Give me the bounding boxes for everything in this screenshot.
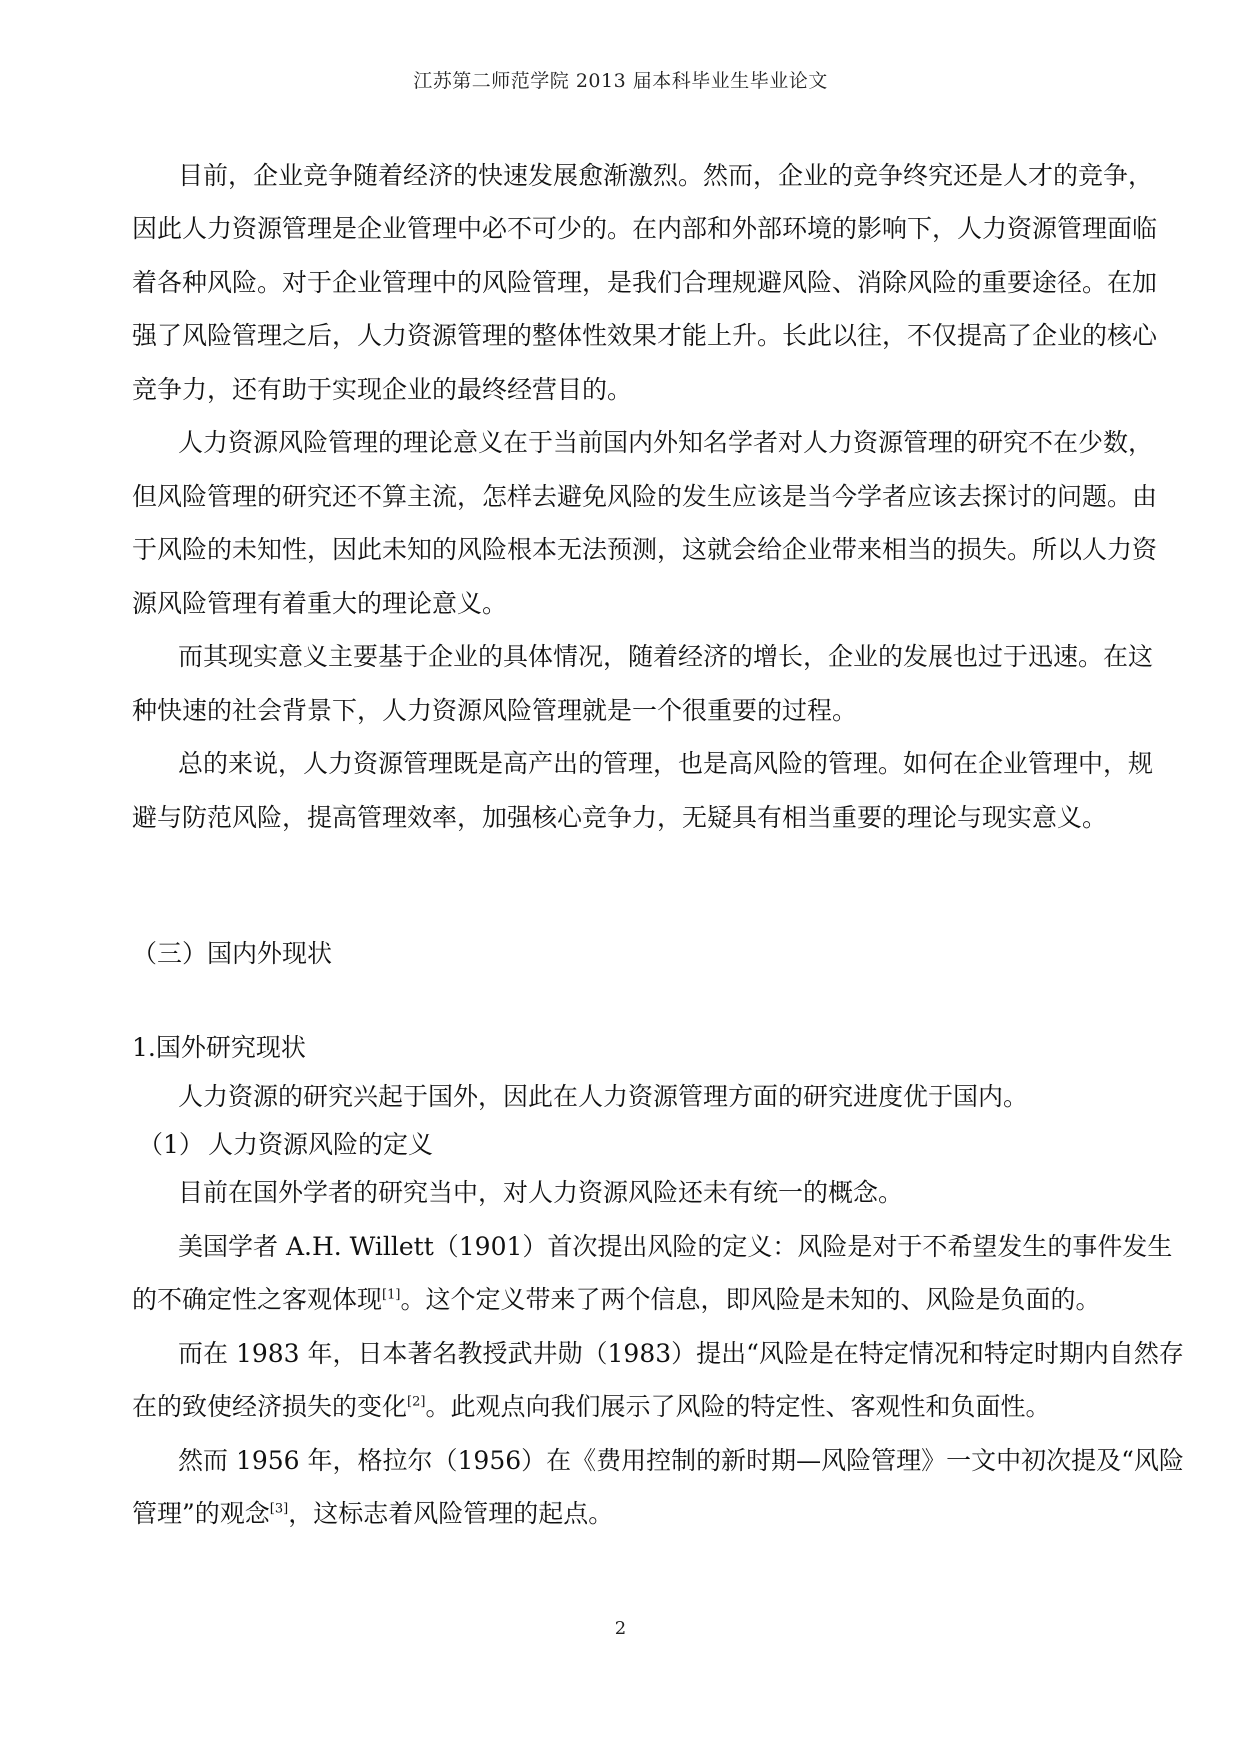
citation-mark: [2] (407, 1394, 426, 1410)
section-heading: （三）国内外现状 (132, 939, 333, 968)
paragraph-text: ，这标志着风险管理的起点。 (288, 1499, 614, 1528)
citation-mark: [3] (269, 1501, 289, 1517)
paragraph-line: 源风险管理有着重大的理论意义。 (132, 589, 508, 618)
paragraph-line: 而在 1983 年，日本著名教授武井勋（1983）提出“风险是在特定情况和特定时期内自然存 (178, 1339, 1184, 1368)
citation-mark: [1] (382, 1287, 401, 1303)
paragraph-line: 种快速的社会背景下，人力资源风险管理就是一个很重要的过程。 (132, 696, 858, 725)
paragraph-text: 。此观点向我们展示了风险的特定性、客观性和负面性。 (425, 1392, 1051, 1421)
paragraph-line: 因此人力资源管理是企业管理中必不可少的。在内部和外部环境的影响下，人力资源管理面临 (132, 214, 1158, 243)
paragraph-line: 美国学者 A.H. Willett（1901）首次提出风险的定义：风险是对于不希望发生的事件发生 (178, 1232, 1173, 1261)
paragraph-line: 着各种风险。对于企业管理中的风险管理，是我们合理规避风险、消除风险的重要途径。在加 (132, 268, 1158, 297)
paragraph-line: 强了风险管理之后，人力资源管理的整体性效果才能上升。长此以往，不仅提高了企业的核心 (132, 321, 1158, 350)
paragraph-line (132, 1286, 1112, 1314)
paragraph-line: 而其现实意义主要基于企业的具体情况，随着经济的增长，企业的发展也过于迅速。在这 (178, 642, 1154, 671)
paragraph-line: 但风险管理的研究还不算主流，怎样去避免风险的发生应该是当今学者应该去探讨的问题。由 (132, 482, 1158, 511)
paragraph-text: 管理”的观念 (132, 1499, 270, 1528)
list-item-label: （1） (138, 1130, 204, 1159)
paragraph-text: 。这个定义带来了两个信息，即风险是未知的、风险是负面的。 (400, 1285, 1101, 1314)
paragraph-line: 总的来说，人力资源管理既是高产出的管理，也是高风险的管理。如何在企业管理中，规 (178, 749, 1154, 778)
paragraph-text: 的不确定性之客观体现 (132, 1285, 383, 1314)
paragraph-line: 避与防范风险，提高管理效率，加强核心竞争力，无疑具有相当重要的理论与现实意义。 (132, 803, 1108, 832)
paragraph-line: 于风险的未知性，因此未知的风险根本无法预测，这就会给企业带来相当的损失。所以人力资 (132, 535, 1158, 564)
page-number: 2 (614, 1618, 627, 1639)
paragraph-text: 在的致使经济损失的变化 (132, 1392, 408, 1421)
paragraph-line: 竞争力，还有助于实现企业的最终经营目的。 (132, 375, 633, 404)
running-header: 江苏第二师范学院 2013 届本科毕业生毕业论文 (413, 70, 828, 92)
list-item-title: 人力资源风险的定义 (208, 1130, 434, 1159)
paragraph-line: 目前，企业竞争随着经济的快速发展愈渐激烈。然而，企业的竞争终究还是人才的竞争， (178, 161, 1154, 190)
paragraph-line: 人力资源风险管理的理论意义在于当前国内外知名学者对人力资源管理的研究不在少数， (178, 428, 1154, 457)
paragraph-line: 人力资源的研究兴起于国外，因此在人力资源管理方面的研究进度优于国内。 (178, 1082, 1029, 1111)
subsection-heading: 1.国外研究现状 (132, 1033, 306, 1062)
paragraph-line: 目前在国外学者的研究当中，对人力资源风险还未有统一的概念。 (178, 1178, 904, 1207)
paragraph-line (132, 1500, 1112, 1528)
paragraph-line: 然而 1956 年，格拉尔（1956）在《费用控制的新时期—风险管理》一文中初次提及“风险 (178, 1446, 1184, 1475)
paragraph-line (132, 1393, 1112, 1421)
